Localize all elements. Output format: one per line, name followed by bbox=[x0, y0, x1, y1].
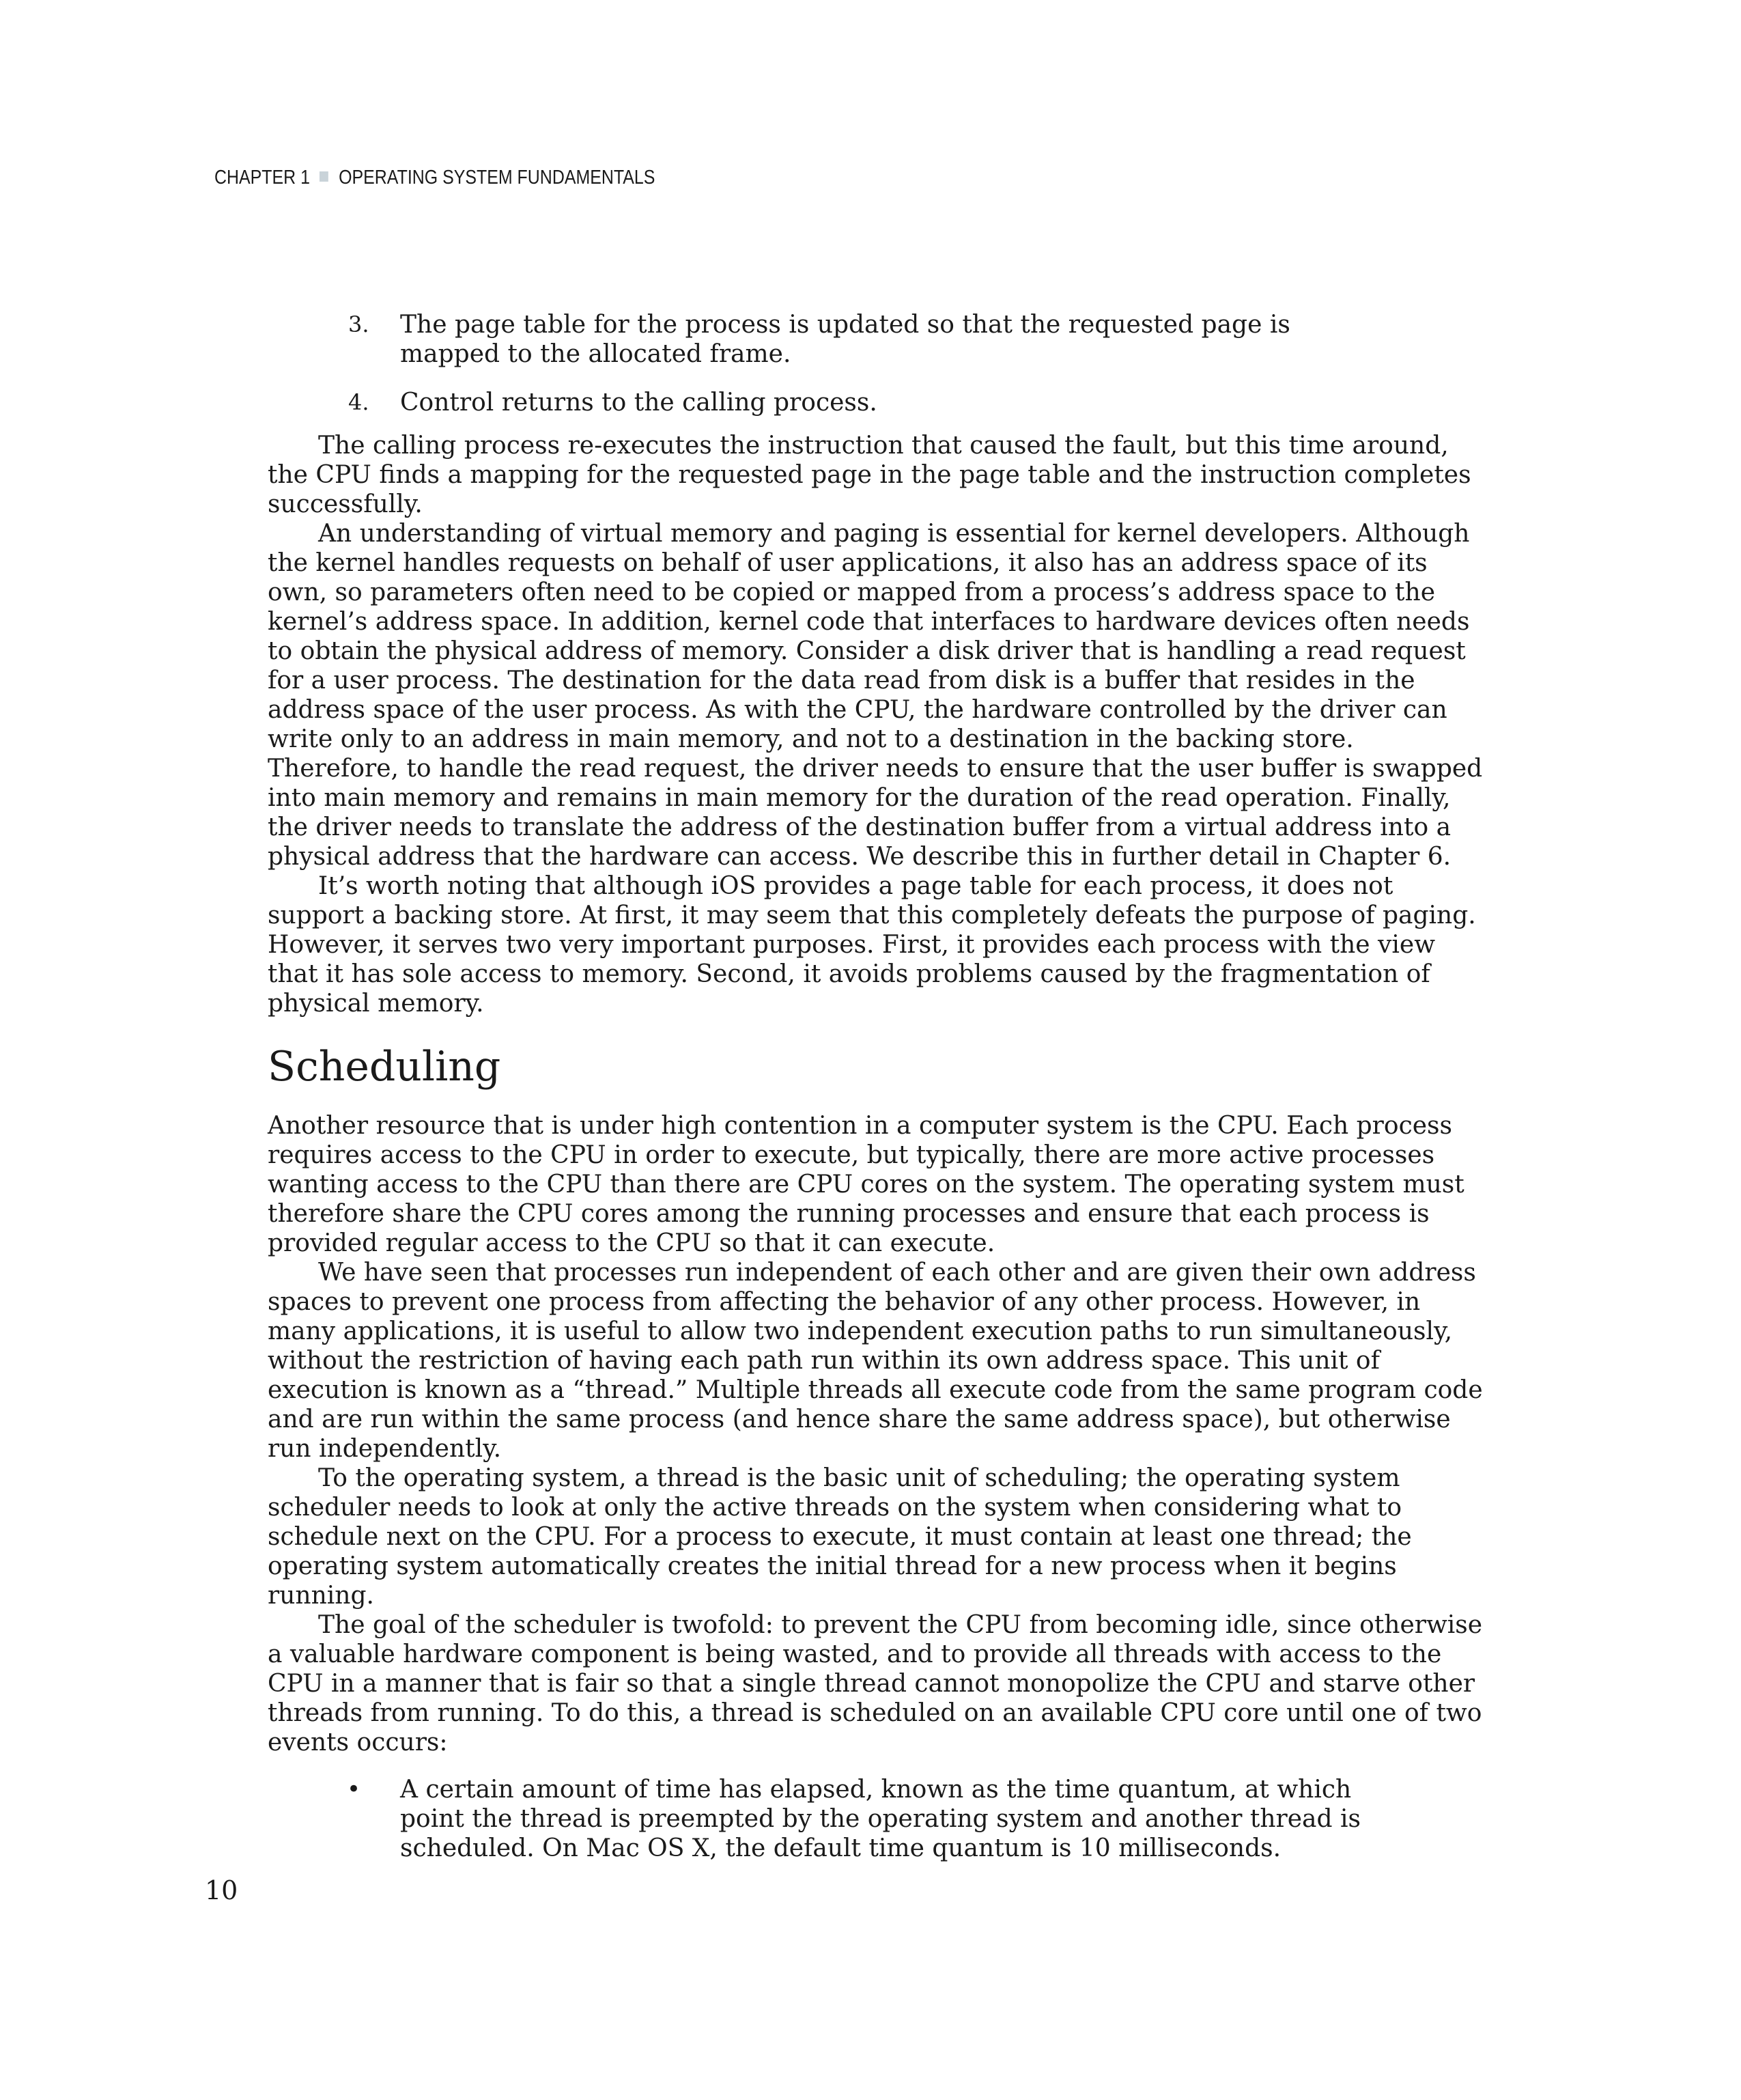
separator-square-icon bbox=[320, 171, 328, 182]
running-head bbox=[214, 167, 655, 189]
body-paragraph: Another resource that is under high contention in a computer system is the CPU. Each process requires access to the CPU in order to execute, but typically, there are more active processes wanting access to the CPU than there are CPU cores on the system. The operating system must therefore share the CPU cores among the running processes and ensure that each process is provided regular access to the CPU so that it can execute. bbox=[268, 1112, 1464, 1257]
list-number: 4. bbox=[348, 389, 369, 415]
numbered-list bbox=[268, 310, 1490, 417]
bullet-icon: • bbox=[347, 1776, 361, 1803]
list-item bbox=[268, 388, 1390, 417]
list-item bbox=[268, 1775, 1390, 1863]
body-paragraph: It’s worth noting that although iOS provides a page table for each process, it does not support a backing store. At first, it may seem that this completely defeats the purpose of paging. However, it serves two very important purposes. First, it provides each process with the view that it has sole access to memory. Second, it avoids problems caused by the fragmentation of physical memory. bbox=[268, 872, 1476, 1018]
list-item-text: A certain amount of time has elapsed, known as the time quantum, at which point the thread is preempted by the operating system and another thread is scheduled. On Mac OS X, the default time quantum is 10 milliseconds. bbox=[400, 1776, 1361, 1862]
list-item-text: The page table for the process is updated so that the requested page is mapped to the allocated frame. bbox=[400, 311, 1290, 368]
body-paragraph: An understanding of virtual memory and paging is essential for kernel developers. Although the kernel handles requests on behalf of user applications, it also has an address space of its own, so parameters often need to be copied or mapped from a process’s address space to the kernel’s address space. In addition, kernel code that interfaces to hardware devices often needs to obtain the physical address of memory. Consider a disk driver that is handling a read request for a user process. The destination for the data read from disk is a buffer that resides in the address space of the user process. As with the CPU, the hardware controlled by the driver can write only to an address in main memory, and not to a destination in the backing store. Therefore, to handle the read request, the driver needs to ensure that the user buffer is swapped into main memory and remains in main memory for the duration of the read operation. Finally, the driver needs to translate the address of the destination buffer from a virtual address into a physical address that the hardware can access. We describe this in further detail in Chapter 6. bbox=[268, 520, 1483, 871]
body-paragraph: The goal of the scheduler is twofold: to prevent the CPU from becoming idle, since otherwise a valuable hardware component is being wasted, and to provide all threads with access to the CPU in a manner that is fair so that a single thread cannot monopolize the CPU and starve other threads from running. To do this, a thread is scheduled on an available CPU core until one of two events occurs: bbox=[268, 1611, 1483, 1756]
body-paragraph: To the operating system, a thread is the basic unit of scheduling; the operating system scheduler needs to look at only the active threads on the system when considering what to schedule next on the CPU. For a process to execute, it must contain at least one thread; the operating system automatically creates the initial thread for a new process when it begins running. bbox=[268, 1464, 1412, 1610]
body-paragraph: The calling process re-executes the instruction that caused the fault, but this time around, the CPU finds a mapping for the requested page in the page table and the instruction completes successfully. bbox=[268, 432, 1471, 518]
bullet-list bbox=[268, 1775, 1490, 1863]
chapter-title: OPERATING SYSTEM FUNDAMENTALS bbox=[339, 167, 655, 188]
list-item bbox=[268, 310, 1390, 369]
list-number: 3. bbox=[348, 311, 369, 337]
page-body bbox=[268, 310, 1490, 1882]
body-paragraph: We have seen that processes run independent of each other and are given their own address spaces to prevent one process from affecting the behavior of any other process. However, in many applications, it is useful to allow two independent execution paths to run simultaneously, without the restriction of having each path run within its own address space. This unit of execution is known as a “thread.” Multiple threads all execute code from the same program code and are run within the same process (and hence share the same address space), but otherwise run independently. bbox=[268, 1259, 1483, 1463]
page-number: 10 bbox=[205, 1875, 238, 1905]
chapter-label: CHAPTER 1 bbox=[214, 167, 310, 188]
section-heading: Scheduling bbox=[268, 1043, 501, 1091]
list-item-text: Control returns to the calling process. bbox=[400, 389, 877, 417]
